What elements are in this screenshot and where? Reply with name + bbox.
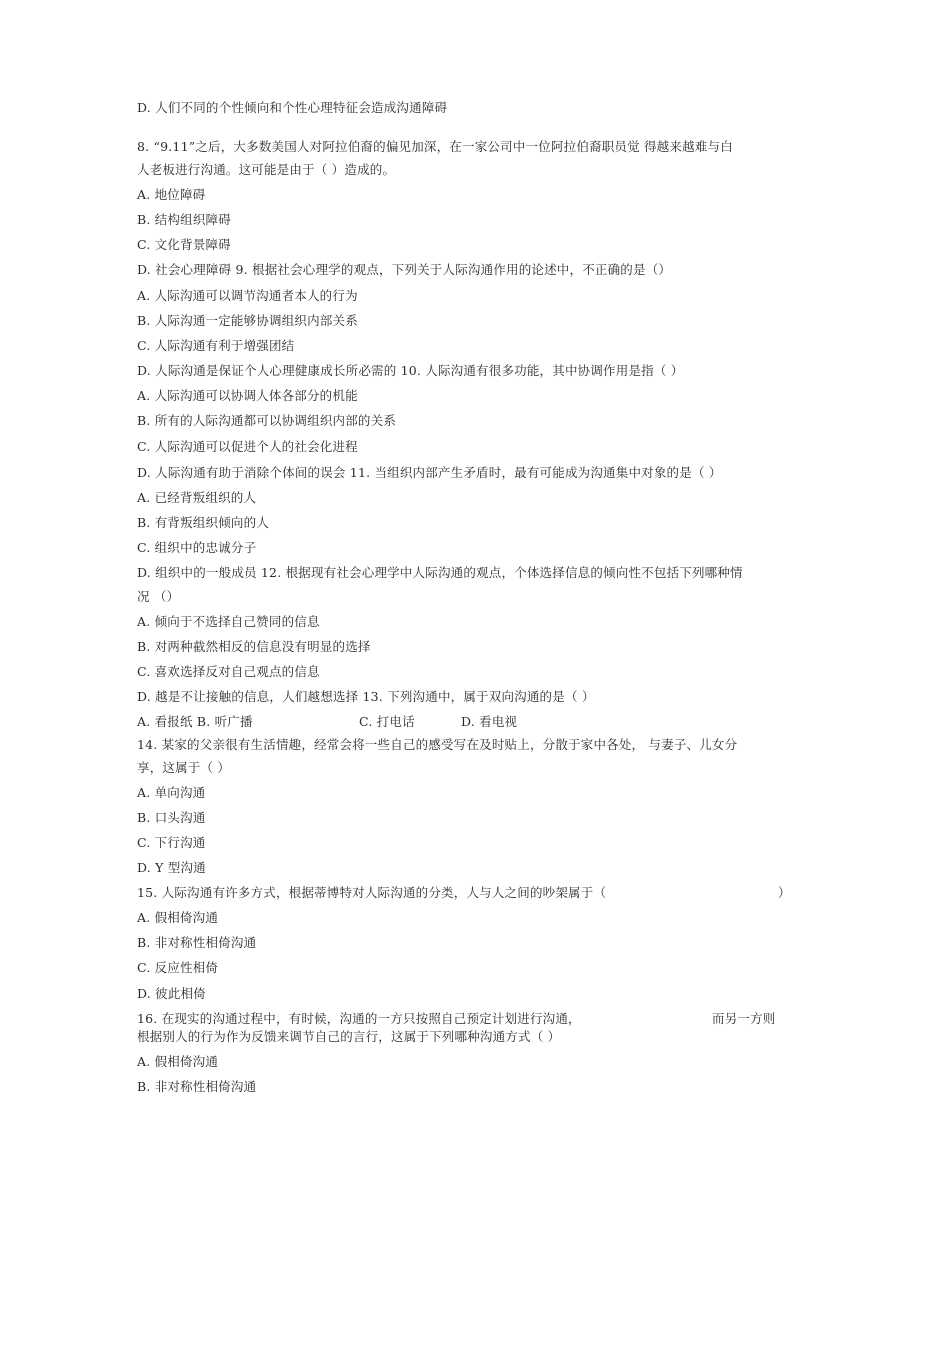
q16-stem-line2: 根据别人的行为作为反馈来调节自己的言行，这属于下列哪种沟通方式（ ） [137, 1029, 561, 1044]
q14-option-d: D. Y 型沟通 [137, 860, 206, 875]
q9-option-b: B. 人际沟通一定能够协调组织内部关系 [137, 313, 358, 328]
q11-option-d-q12-stem: D. 组织中的一般成员 12. 根据现有社会心理学中人际沟通的观点，个体选择信息的倾向性不包括下列哪种情 [137, 565, 743, 580]
q9-option-a: A. 人际沟通可以调节沟通者本人的行为 [137, 288, 358, 303]
q12-option-b: B. 对两种截然相反的信息没有明显的选择 [137, 639, 371, 654]
q14-option-b: B. 口头沟通 [137, 810, 206, 825]
q16-option-b: B. 非对称性相倚沟通 [137, 1079, 257, 1094]
q10-option-b: B. 所有的人际沟通都可以协调组织内部的关系 [137, 413, 397, 428]
q14-stem-line2: 享，这属于（ ） [137, 760, 231, 775]
q8-stem-line1: 8. “9.11”之后，大多数美国人对阿拉伯裔的偏见加深，在一家公司中一位阿拉伯裔职员觉 得越来越难与白 [137, 139, 733, 154]
q11-option-a: A. 已经背叛组织的人 [137, 490, 257, 505]
q12-stem-line2: 况 （） [137, 589, 180, 604]
q9-option-d-q10-stem: D. 人际沟通是保证个人心理健康成长所必需的 10. 人际沟通有很多功能，其中协调作用是指（ ） [137, 363, 684, 378]
q15-option-a: A. 假相倚沟通 [137, 910, 219, 925]
q15-option-c: C. 反应性相倚 [137, 960, 219, 975]
q13-option-c: C. 打电话 [359, 714, 415, 729]
q12-option-c: C. 喜欢选择反对自己观点的信息 [137, 664, 320, 679]
q8-option-a: A. 地位障碍 [137, 187, 206, 202]
q12-option-d-q13-stem: D. 越是不让接触的信息，人们越想选择 13. 下列沟通中，属于双向沟通的是（ ） [137, 689, 595, 704]
q10-option-d-q11-stem: D. 人际沟通有助于消除个体间的误会 11. 当组织内部产生矛盾时，最有可能成为沟通集中对象的是（ ） [137, 465, 722, 480]
q15-stem-close: ） [778, 885, 791, 900]
q15-option-b: B. 非对称性相倚沟通 [137, 935, 257, 950]
q16-stem-line1: 16. 在现实的沟通过程中，有时候，沟通的一方只按照自己预定计划进行沟通， [137, 1011, 581, 1026]
q15-stem: 15. 人际沟通有许多方式，根据蒂博特对人际沟通的分类，人与人之间的吵架属于（ [137, 885, 607, 900]
q13-option-d: D. 看电视 [461, 714, 518, 729]
q9-option-c: C. 人际沟通有利于增强团结 [137, 338, 295, 353]
q14-stem-line1: 14. 某家的父亲很有生活情趣，经常会将一些自己的感受写在及时贴上，分散于家中各处， 与妻子、儿女分 [137, 737, 738, 752]
q8-stem-line2: 人老板进行沟通。这可能是由于（ ）造成的。 [137, 162, 396, 177]
q11-option-c: C. 组织中的忠诚分子 [137, 540, 257, 555]
q8-option-c: C. 文化背景障碍 [137, 237, 231, 252]
q15-option-d: D. 彼此相倚 [137, 986, 206, 1001]
q10-option-c: C. 人际沟通可以促进个人的社会化进程 [137, 439, 358, 454]
q7-option-d: D. 人们不同的个性倾向和个性心理特征会造成沟通障碍 [137, 100, 448, 115]
q12-option-a: A. 倾向于不选择自己赞同的信息 [137, 614, 320, 629]
q10-option-a: A. 人际沟通可以协调人体各部分的机能 [137, 388, 358, 403]
q11-option-b: B. 有背叛组织倾向的人 [137, 515, 270, 530]
q14-option-c: C. 下行沟通 [137, 835, 206, 850]
q13-options-ab: A. 看报纸 B. 听广播 [137, 714, 253, 729]
q8-option-d-q9-stem: D. 社会心理障碍 9. 根据社会心理学的观点，下列关于人际沟通作用的论述中，不正确的是（） [137, 262, 672, 277]
q16-option-a: A. 假相倚沟通 [137, 1054, 219, 1069]
q14-option-a: A. 单向沟通 [137, 785, 206, 800]
q16-stem-line1-end: 而另一方则 [712, 1011, 776, 1026]
q8-option-b: B. 结构组织障碍 [137, 212, 231, 227]
